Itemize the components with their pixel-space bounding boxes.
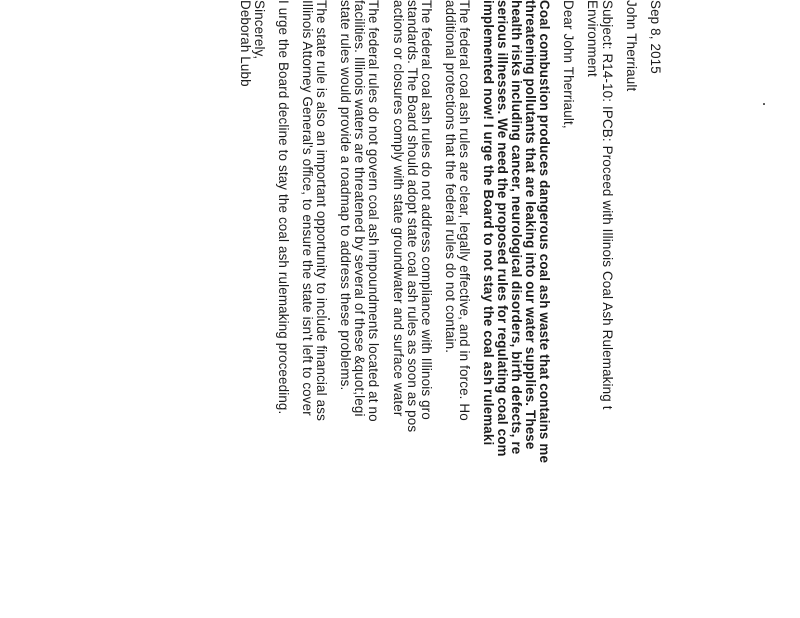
paragraph-1-line-2: threatening pollutants that are leaking into our water supplies. These: [523, 0, 538, 450]
paragraph-2-line-1: The federal coal ash rules are clear, legally effective, and in force. Ho: [457, 0, 472, 421]
letter-recipient: John Therriault: [624, 0, 639, 92]
paragraph-4-line-3: state rules would provide a roadmap to address these problems.: [338, 0, 353, 391]
paragraph-1-line-3: health risks including cancer, neurological disorders, birth defects, re: [509, 0, 524, 455]
paragraph-3-line-2: standards. The Board should adopt state coal ash rules as soon as pos: [405, 0, 420, 433]
paragraph-5-line-2: Illinois Attorney General's office, to ensure the state isn't left to cover: [300, 0, 315, 416]
subject-line-2: Environment: [585, 0, 600, 77]
paragraph-4-line-1: The federal rules do not govern coal ash impoundments located at no: [366, 0, 381, 422]
paragraph-5-line-1: The state rule is also an important opportunity to include financial ass: [314, 0, 329, 421]
scan-speck: [764, 103, 766, 105]
signature-name: Deborah Lubb: [238, 0, 253, 87]
paragraph-1-line-5: implemented now! I urge the Board to not stay the coal ash rulemaki: [481, 0, 496, 446]
closing: Sincerely,: [252, 0, 267, 60]
paragraph-3-line-1: The federal coal ash rules do not address compliance with Illinois gro: [419, 0, 434, 420]
paragraph-4-line-2: facilities. Illinois waters are threatened by several of these &quot;legi: [352, 0, 367, 417]
paragraph-1-line-4: serious illnesses. We need the proposed rules for regulating coal com: [495, 0, 510, 457]
paragraph-1-line-1: Coal combustion produces dangerous coal ash waste that contains me: [537, 0, 552, 464]
paragraph-6-line-1: I urge the Board decline to stay the coal ash rulemaking proceeding.: [276, 0, 291, 415]
subject-line-1: Subject: R14-10: IPCB: Proceed with Illinois Coal Ash Rulemaking t: [600, 0, 615, 410]
paragraph-3-line-3: actions or closures comply with state groundwater and surface water: [391, 0, 406, 417]
scan-speck: [329, 318, 331, 320]
letter-date: Sep 8, 2015: [648, 0, 663, 74]
paragraph-2-line-2: additional protections that the federal rules do not contain.: [443, 0, 458, 354]
greeting: Dear John Therriault,: [561, 0, 576, 129]
